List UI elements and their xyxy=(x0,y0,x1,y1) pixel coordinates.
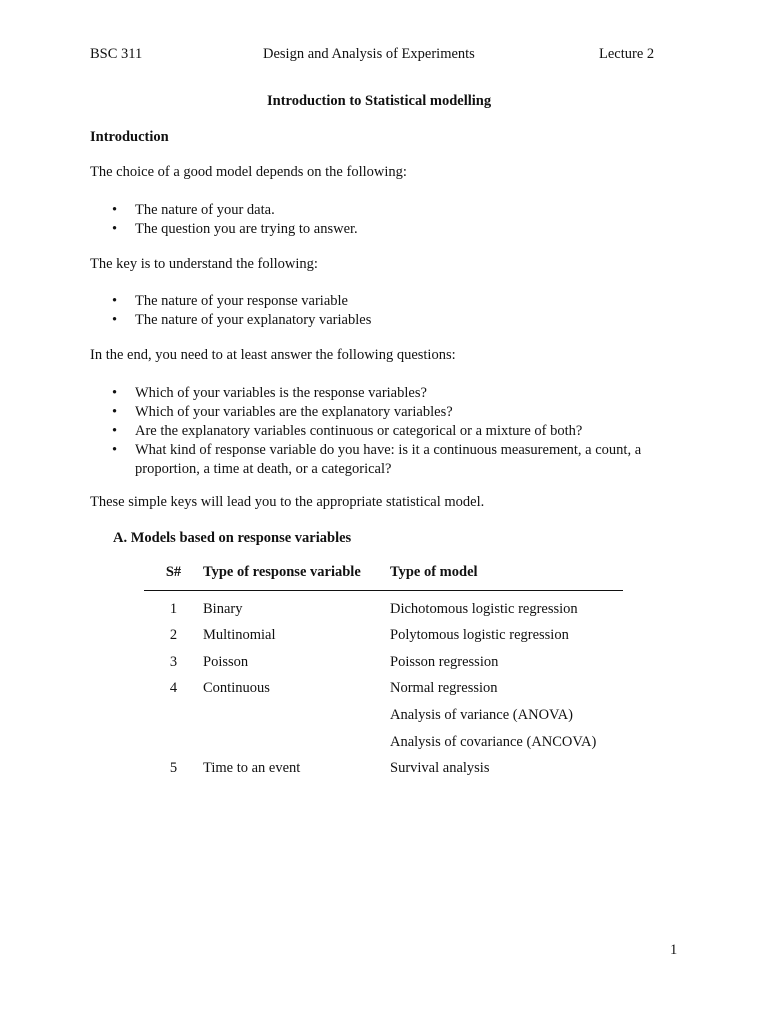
conclusion-paragraph: These simple keys will lead you to the appropriate statistical model. xyxy=(90,494,485,510)
list-item-text: The nature of your response variable xyxy=(135,293,348,309)
bullet-icon: • xyxy=(112,385,118,401)
list-item-text: Which of your variables are the explanatory variables? xyxy=(135,404,453,420)
table-cell-response-variable: Time to an event xyxy=(203,760,301,777)
table-cell-model-type: Survival analysis xyxy=(390,760,490,777)
table-cell-serial xyxy=(144,724,203,751)
header-lecture: Lecture 2 xyxy=(599,46,655,62)
table-cell-model-type: Dichotomous logistic regression xyxy=(390,600,578,617)
table-row xyxy=(144,591,623,618)
bullet-icon: • xyxy=(112,404,118,420)
table-row xyxy=(144,724,623,751)
header-course-title: Design and Analysis of Experiments xyxy=(263,46,475,62)
table-cell-model-type: Poisson regression xyxy=(390,653,499,670)
table-cell-serial xyxy=(144,697,203,724)
key-bullet-list xyxy=(90,292,695,330)
document-title: Introduction to Statistical modelling xyxy=(267,93,492,109)
bullet-icon: • xyxy=(112,293,118,309)
table-cell-serial: 1 xyxy=(169,600,178,617)
questions-paragraph: In the end, you need to at least answer the following questions: xyxy=(90,347,456,363)
table-cell-model-type: Normal regression xyxy=(390,680,498,697)
table-cell-model-type: Polytomous logistic regression xyxy=(390,627,569,644)
intro-bullet-list xyxy=(90,201,695,239)
column-header-serial: S# xyxy=(144,564,203,591)
bullet-icon: • xyxy=(112,202,118,218)
introduction-heading: Introduction xyxy=(90,129,169,145)
table-cell-response-variable: Binary xyxy=(203,600,243,617)
table-cell-response-variable xyxy=(203,697,390,724)
models-table xyxy=(144,564,623,777)
table-header-row xyxy=(144,564,623,591)
list-item-text: The nature of your explanatory variables xyxy=(135,312,372,328)
intro-paragraph: The choice of a good model depends on the following: xyxy=(90,164,407,180)
bullet-icon: • xyxy=(112,312,118,328)
bullet-icon: • xyxy=(112,442,118,458)
bullet-icon: • xyxy=(112,423,118,439)
bullet-icon: • xyxy=(112,221,118,237)
table-cell-serial: 3 xyxy=(169,653,178,670)
key-paragraph: The key is to understand the following: xyxy=(90,256,318,272)
table-cell-serial: 2 xyxy=(169,627,178,644)
table-cell-response-variable: Continuous xyxy=(203,680,270,697)
list-item xyxy=(90,201,695,220)
list-item xyxy=(90,403,695,422)
section-a-heading: A. Models based on response variables xyxy=(113,530,352,546)
list-item xyxy=(90,384,695,403)
list-item-text: Are the explanatory variables continuous or categorical or a mixture of both? xyxy=(135,423,583,439)
question-bullet-list xyxy=(90,384,695,479)
table-cell-serial: 5 xyxy=(169,760,178,777)
list-item xyxy=(90,441,695,479)
list-item-text: What kind of response variable do you have: is it a continuous measurement, a count, a proportion, a time at death, or a categorical? xyxy=(135,442,642,477)
header-course-code: BSC 311 xyxy=(90,46,143,62)
list-item xyxy=(90,311,695,330)
table-row xyxy=(144,697,623,724)
table-cell-model-type: Analysis of covariance (ANCOVA) xyxy=(390,733,597,750)
list-item-text: The question you are trying to answer. xyxy=(135,221,358,237)
list-item-text: Which of your variables is the response variables? xyxy=(135,385,427,401)
table-row xyxy=(144,671,623,698)
table-cell-response-variable: Multinomial xyxy=(203,627,276,644)
table-cell-response-variable: Poisson xyxy=(203,653,249,670)
list-item-text: The nature of your data. xyxy=(135,202,275,218)
column-header-model-type: Type of model xyxy=(390,564,623,591)
page-number: 1 xyxy=(670,942,678,958)
table-row xyxy=(144,618,623,645)
list-item xyxy=(90,220,695,239)
table-cell-response-variable xyxy=(203,724,390,751)
table-cell-model-type: Analysis of variance (ANOVA) xyxy=(390,706,573,723)
list-item xyxy=(90,422,695,441)
table-row xyxy=(144,644,623,671)
table-cell-serial: 4 xyxy=(169,680,178,697)
table-row xyxy=(144,751,623,778)
list-item xyxy=(90,292,695,311)
column-header-response-variable: Type of response variable xyxy=(203,564,390,591)
